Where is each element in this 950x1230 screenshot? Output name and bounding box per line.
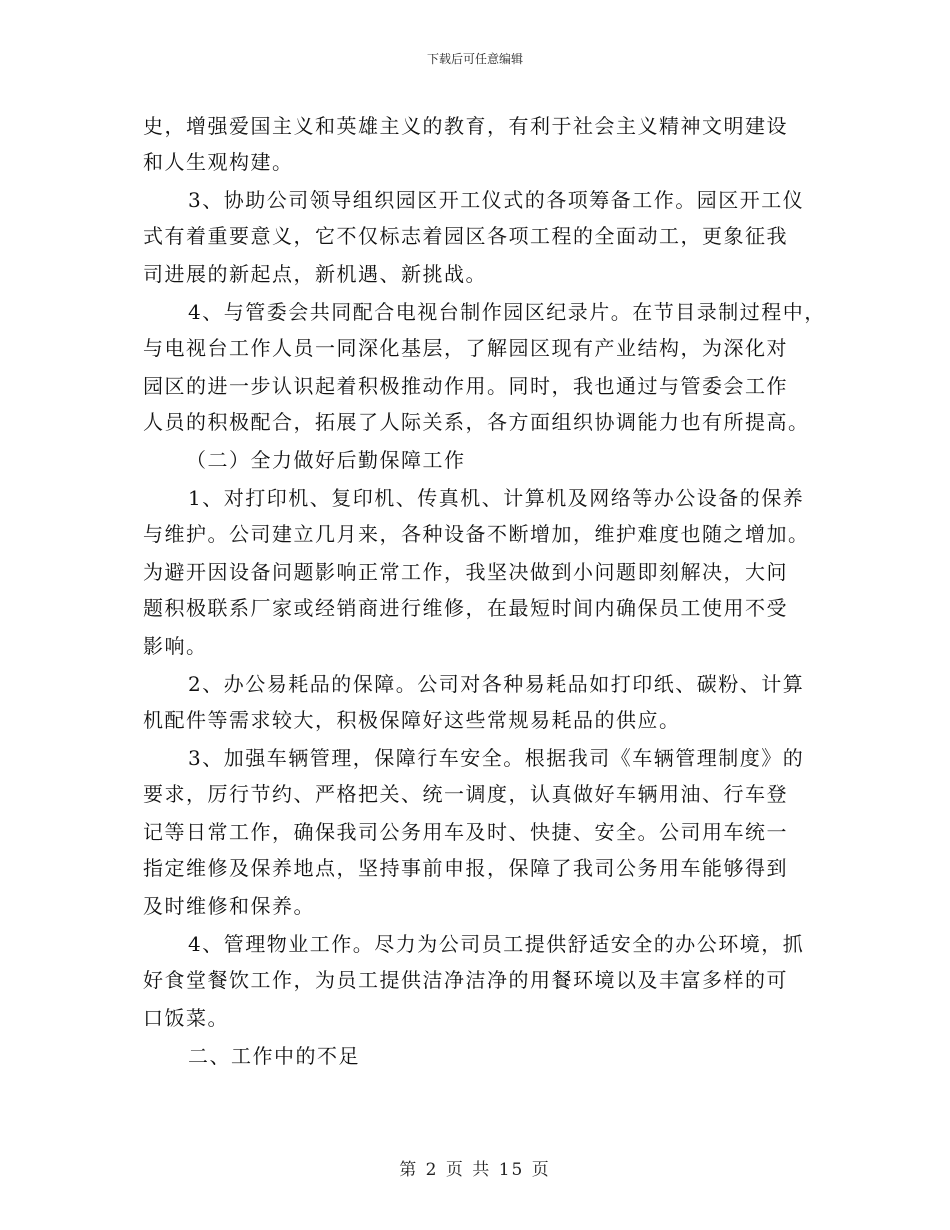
text-line: 和人生观构建。 [143, 150, 294, 174]
text-line: 园区的进一步认识起着积极推动作用。同时，我也通过与管委会工作 [143, 374, 788, 398]
text-line: 4、与管委会共同配合电视台制作园区纪录片。在节目录制过程中， [188, 300, 826, 324]
text-line: 记等日常工作，确保我司公务用车及时、快捷、安全。公司用车统一 [143, 820, 788, 844]
text-line: 司进展的新起点，新机遇、新挑战。 [143, 262, 487, 286]
page-number: 第 2 页 共 15 页 [399, 1160, 551, 1180]
text-line: 指定维修及保养地点，坚持事前申报，保障了我司公务用车能够得到 [143, 856, 788, 880]
text-line: 好食堂餐饮工作，为员工提供洁净洁净的用餐环境以及丰富多样的可 [143, 968, 788, 992]
text-line: 式有着重要意义，它不仅标志着园区各项工程的全面动工，更象征我 [143, 224, 788, 248]
text-line: 3、协助公司领导组织园区开工仪式的各项筹备工作。园区开工仪 [188, 188, 805, 212]
text-line: 1、对打印机、复印机、传真机、计算机及网络等办公设备的保养 [188, 486, 805, 510]
text-line: 口饭菜。 [143, 1006, 229, 1030]
text-line: 3、加强车辆管理，保障行车安全。根据我司《车辆管理制度》的 [188, 746, 805, 770]
text-line: 人员的积极配合，拓展了人际关系，各方面组织协调能力也有所提高。 [143, 410, 810, 434]
section-heading: 二、工作中的不足 [188, 1044, 360, 1068]
text-line: 与维护。公司建立几月来，各种设备不断增加，维护难度也随之增加。 [143, 522, 810, 546]
text-line: 机配件等需求较大，积极保障好这些常规易耗品的供应。 [143, 708, 681, 732]
text-line: 题积极联系厂家或经销商进行维修，在最短时间内确保员工使用不受 [143, 596, 788, 620]
section-heading: （二）全力做好后勤保障工作 [186, 448, 466, 472]
text-line: 2、办公易耗品的保障。公司对各种易耗品如打印纸、碳粉、计算 [188, 672, 805, 696]
text-line: 要求，厉行节约、严格把关、统一调度，认真做好车辆用油、行车登 [143, 782, 788, 806]
text-line: 4、管理物业工作。尽力为公司员工提供舒适安全的办公环境，抓 [188, 932, 805, 956]
text-line: 为避开因设备问题影响正常工作，我坚决做到小问题即刻解决，大问 [143, 560, 788, 584]
text-line: 与电视台工作人员一同深化基层，了解园区现有产业结构，为深化对 [143, 336, 788, 360]
text-line: 史，增强爱国主义和英雄主义的教育，有利于社会主义精神文明建设 [143, 114, 788, 138]
text-line: 影响。 [143, 634, 208, 658]
page-header: 下载后可任意编辑 [426, 52, 523, 66]
text-line: 及时维修和保养。 [143, 894, 315, 918]
